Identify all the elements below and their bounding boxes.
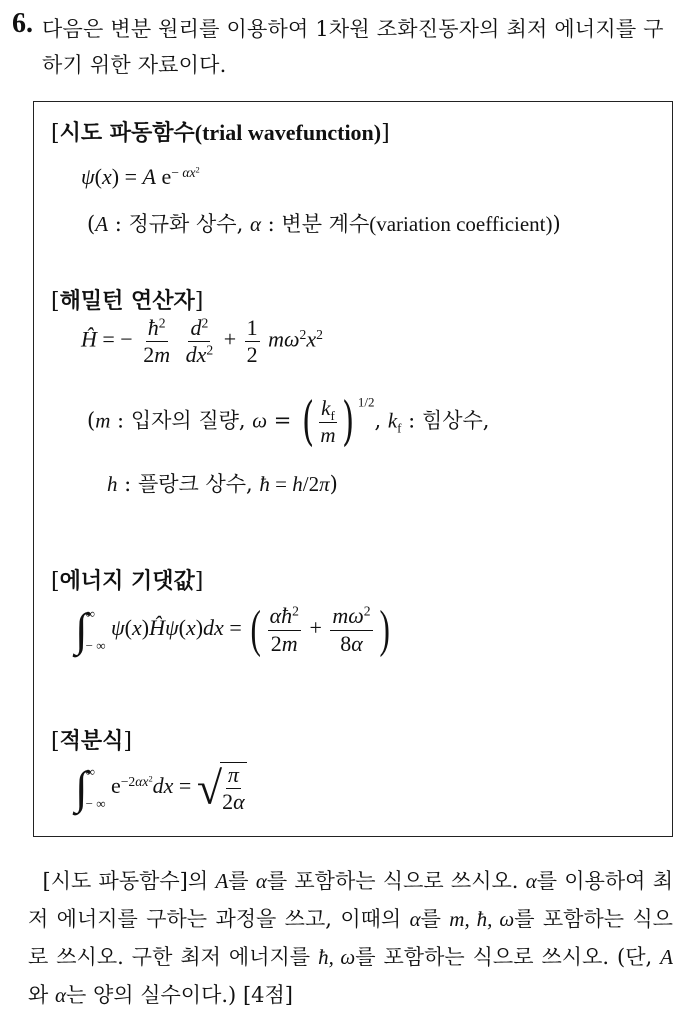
hamiltonian-heading: 해밀턴 연산자 <box>59 288 195 314</box>
data-box: [시도 파동함수(trial wavefunction)] ψ(x) = A $e^{- \alpha x^2}$ (A : 정규화 상수, α : 변분 계수(variation coefficient)) [해밀턴 연산자] Ĥ = − $\frac{ħ^2}{2m}$ $\frac{d^2}{dx^2}$ + $\frac{1}{2}$ $m\omega^2x^2$ (m : 입자의 질량, ω = ( $\frac{k_f}{m}$ ) $^{1/2}$, $k_f$ : 힘상수, h : 플랑크 상수, ħ = h/2π) [에너지 기댓값] ∫ ∞ − ∞ ψ(x)Ĥψ(x)dx = ( $\frac{\alpha ħ^2}{2m}$ + $\frac{m\omega^2}{8\alpha}$ ) [적분식] ∫ ∞ − ∞ $e^{-2\alpha x^2}dx$ = √ $\frac{\pi}{2\alpha}$ <box>33 101 673 837</box>
trial-formula: ψ(x) = A $e^{- \alpha x^2}$ <box>81 163 200 189</box>
prompt-part-2: 를 <box>228 869 249 893</box>
hamiltonian-formula: Ĥ = − $\frac{ħ^2}{2m}$ $\frac{d^2}{dx^2}$ + $\frac{1}{2}$ $m\omega^2x^2$ <box>81 315 323 368</box>
expectation-formula: ∫ ∞ − ∞ ψ(x)Ĥψ(x)dx = ( $\frac{\alpha ħ^2}{2m}$ + $\frac{m\omega^2}{8\alpha}$ ) <box>75 601 390 658</box>
expectation-heading: 에너지 기댓값 <box>59 568 195 594</box>
trial-notes: (A : 정규화 상수, α : 변분 계수(variation coefficient)) <box>87 212 561 236</box>
note-variation: 변분 계수 <box>281 212 370 236</box>
note-normalization: 정규화 상수 <box>128 212 237 236</box>
trial-heading-en: (trial wavefunction) <box>194 120 382 145</box>
integral-heading: 적분식 <box>59 728 124 754</box>
integral-formula: ∫ ∞ − ∞ $e^{-2\alpha x^2}dx$ = √ $\frac{\pi}{2\alpha}$ <box>75 761 245 814</box>
note-force-constant: 힘상수 <box>421 408 483 433</box>
hamiltonian-notes-2: h : 플랑크 상수, ħ = h/2π) <box>107 472 338 496</box>
question-prompt: [시도 파동함수]의 A를 α를 포함하는 식으로 쓰시오. α를 이용하여 최저 에너지를 구하는 과정을 쓰고, 이때의 α를 m, ħ, ω를 포함하는 식으로 쓰시오. 구한 최저 에너지를 ħ, ω를 포함하는 식으로 쓰시오. (단, A와 α는 양의 실수이다.) [4점] <box>28 869 673 1007</box>
prompt-part-5: 를 <box>420 907 441 931</box>
note-mass: 입자의 질량 <box>130 408 239 433</box>
points-badge: [4점] <box>242 983 293 1007</box>
prompt-part-6: 를 포함하는 식으로 쓰시오. 구한 최저 에너지를 <box>28 907 673 969</box>
prompt-part-3: 를 포함하는 식으로 쓰시오. <box>266 869 519 893</box>
prompt-part-7: 를 포함하는 식으로 쓰시오. (단, <box>355 945 653 969</box>
question-number: 6. <box>12 8 33 39</box>
prompt-part-4: 를 이용하여 최저 에너지를 구하는 과정을 쓰고, 이때의 <box>28 869 673 931</box>
question-stem: 다음은 변분 원리를 이용하여 1차원 조화진동자의 최저 에너지를 구하기 위한 자료이다. <box>42 17 664 77</box>
prompt-part-8: 와 <box>28 983 49 1007</box>
note-planck: 플랑크 상수 <box>137 472 247 496</box>
note-variation-en: (variation coefficient) <box>369 212 553 236</box>
prompt-part-9: 는 양의 실수이다.) <box>66 983 237 1007</box>
trial-heading-ko: 시도 파동함수 <box>59 120 195 146</box>
hamiltonian-notes-1: (m : 입자의 질량, ω = ( $\frac{k_f}{m}$ ) $^{1/2}$, $k_f$ : 힘상수, <box>87 392 490 452</box>
prompt-part-1: [시도 파동함수]의 <box>42 869 209 893</box>
